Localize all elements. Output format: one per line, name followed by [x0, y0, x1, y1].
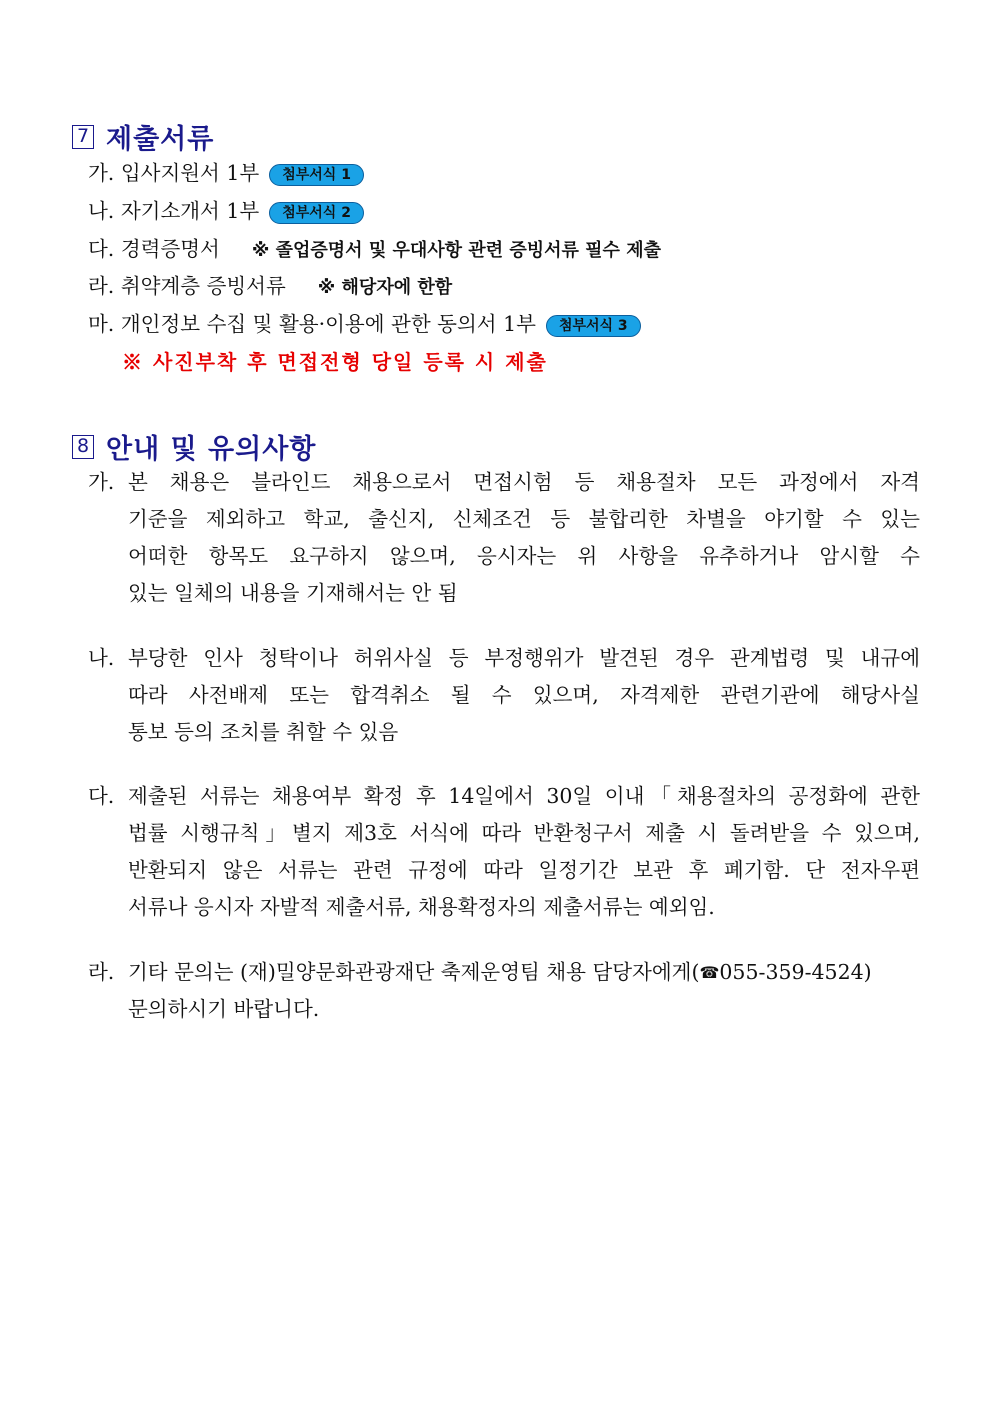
red-notice-text: ※ 사진부착 후 면접전형 당일 등록 시 제출	[122, 350, 548, 374]
paragraph-line	[88, 778, 920, 815]
attachment-badge: 첨부서식 1	[269, 164, 364, 186]
line-text: 서류나 응시자 자발적 제출서류, 채용확정자의 제출서류는 예외임.	[128, 895, 715, 919]
paragraph-marker: 가.	[88, 470, 115, 494]
red-notice	[122, 352, 548, 373]
line-text: 어떠한 항목도 요구하지 않으며, 응시자는 위 사항을 유추하거나 암시할 수	[128, 544, 920, 568]
attachment-badge: 첨부서식 2	[269, 202, 364, 224]
notice-paragraph	[88, 954, 920, 1028]
attachment-badge: 첨부서식 3	[546, 315, 641, 337]
paragraph-line	[88, 677, 920, 714]
list-item	[88, 276, 452, 297]
list-item	[88, 201, 364, 224]
paragraph-line	[88, 575, 920, 612]
paragraph-line	[88, 714, 920, 751]
line-text: 기준을 제외하고 학교, 출신지, 신체조건 등 불합리한 차별을 야기할 수 있는	[128, 507, 920, 531]
paragraph-line	[88, 640, 920, 677]
phone-number: 055-359-4524)	[719, 960, 872, 984]
notice-paragraph	[88, 640, 920, 751]
paragraph-line	[88, 464, 920, 501]
line-text: 통보 등의 조치를 취할 수 있음	[128, 720, 399, 744]
list-item-text: 마. 개인정보 수집 및 활용·이용에 관한 동의서 1부	[88, 312, 536, 336]
line-text	[128, 954, 920, 991]
section-title: 안내 및 유의사항	[106, 434, 317, 465]
list-item-text: 라. 취약계층 증빙서류	[88, 274, 286, 298]
line-text: 있는 일체의 내용을 기재해서는 안 됨	[128, 581, 458, 605]
section-8-heading	[72, 427, 316, 466]
line-text: 법률 시행규칙」별지 제3호 서식에 따라 반환청구서 제출 시 돌려받을 수 있으며,	[128, 821, 920, 845]
section-number: 7	[72, 125, 94, 149]
paragraph-line	[88, 852, 920, 889]
paragraph-marker: 다.	[88, 784, 115, 808]
list-item-text: 다. 경력증명서	[88, 237, 220, 261]
line-text: 본 채용은 블라인드 채용으로서 면접시험 등 채용절차 모든 과정에서 자격	[128, 470, 920, 494]
section-number: 8	[72, 435, 94, 459]
list-item	[88, 239, 661, 260]
paragraph-marker: 나.	[88, 646, 115, 670]
list-item	[88, 163, 364, 186]
paragraph-line	[88, 501, 920, 538]
item-note: ※ 해당자에 한함	[317, 277, 453, 298]
paragraph-line	[88, 815, 920, 852]
list-item-text: 가. 입사지원서 1부	[88, 161, 260, 185]
phone-icon: ☎	[699, 963, 720, 982]
paragraph-line	[88, 889, 920, 926]
notice-paragraph	[88, 464, 920, 612]
line-text: 반환되지 않은 서류는 관련 규정에 따라 일정기간 보관 후 폐기함. 단 전자우편	[128, 858, 920, 882]
line-text: 부당한 인사 청탁이나 허위사실 등 부정행위가 발견된 경우 관계법령 및 내규에	[128, 646, 920, 670]
paragraph-line	[88, 538, 920, 575]
paragraph-line	[88, 991, 920, 1028]
contact-text: 기타 문의는 (재)밀양문화관광재단 축제운영팀 채용 담당자에게(	[128, 960, 700, 984]
section-title: 제출서류	[106, 124, 215, 155]
list-item-text: 나. 자기소개서 1부	[88, 199, 260, 223]
section-7-heading	[72, 117, 214, 156]
notice-paragraph	[88, 778, 920, 926]
line-text: 제출된 서류는 채용여부 확정 후 14일에서 30일 이내「채용절차의 공정화에 관한	[128, 784, 920, 808]
list-item	[88, 314, 641, 337]
paragraph-line	[88, 954, 920, 991]
item-note: ※ 졸업증명서 및 우대사항 관련 증빙서류 필수 제출	[251, 240, 661, 261]
line-text: 문의하시기 바랍니다.	[128, 997, 320, 1021]
paragraph-marker: 라.	[88, 960, 115, 984]
line-text: 따라 사전배제 또는 합격취소 될 수 있으며, 자격제한 관련기관에 해당사실	[128, 683, 920, 707]
